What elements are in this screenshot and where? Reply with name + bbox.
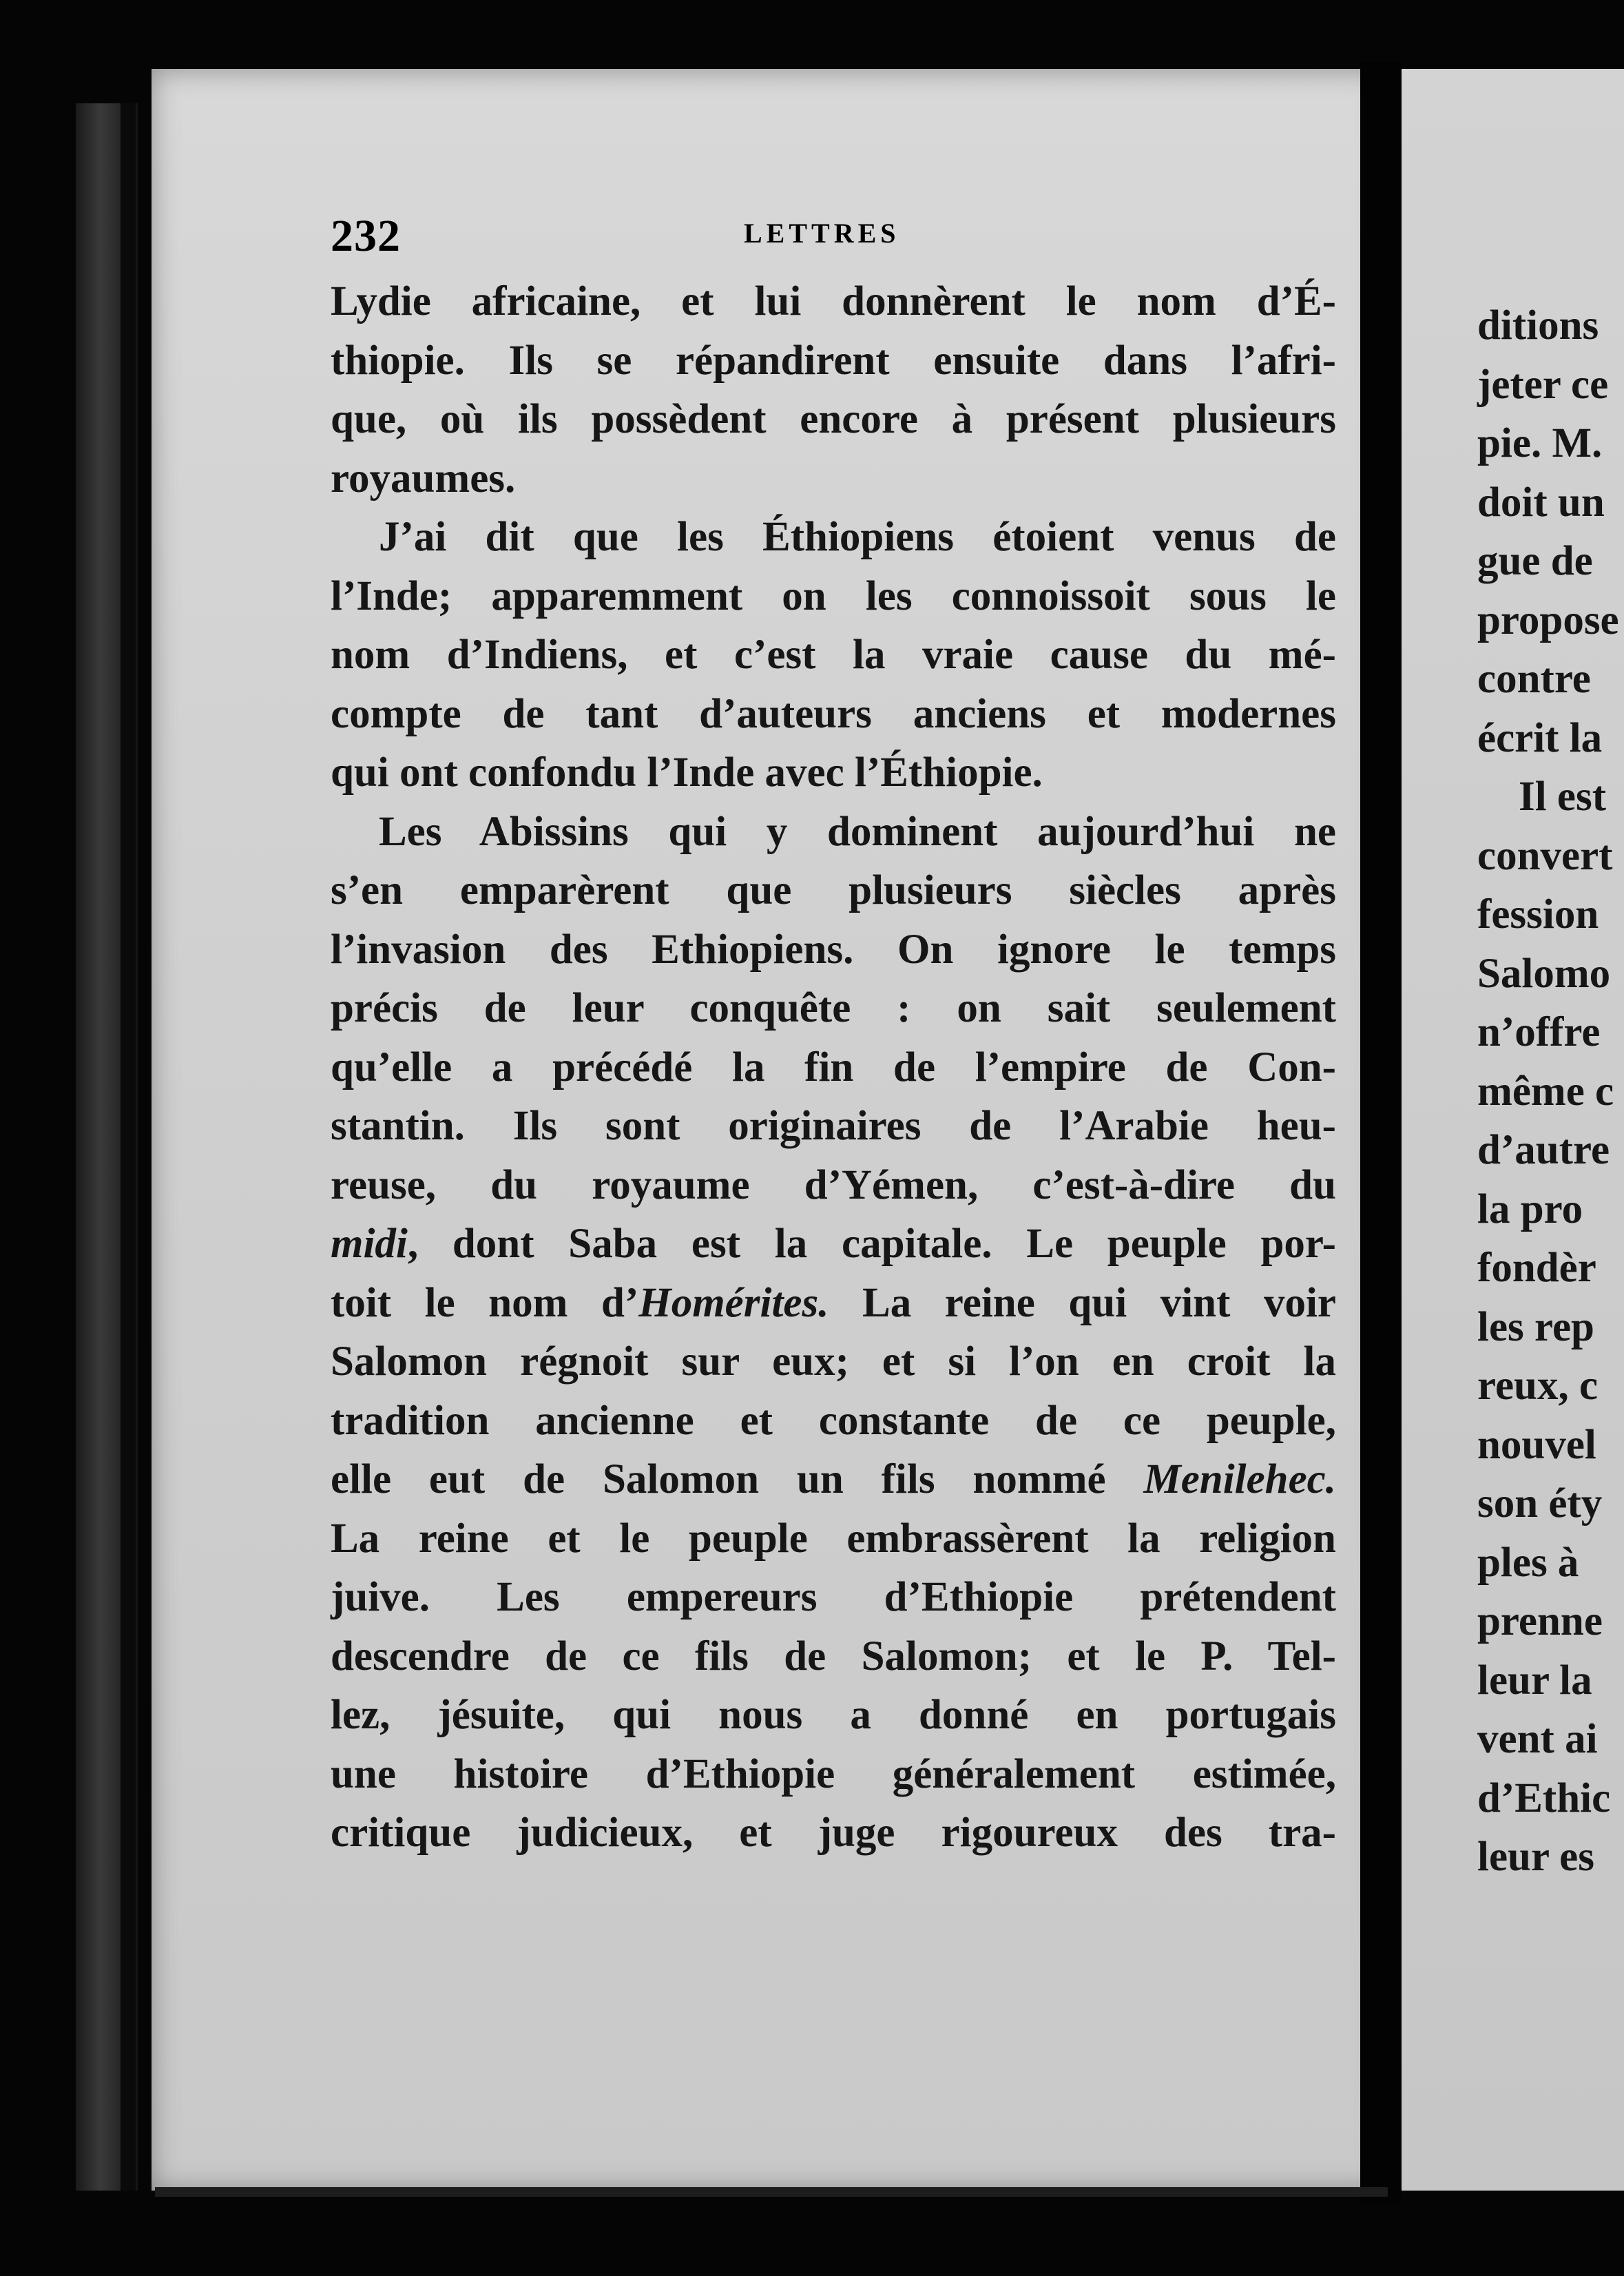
right-text-line: gue de [1477,538,1593,584]
right-text-line: d’Ethic [1477,1775,1611,1821]
text-line: qui ont confondu l’Inde avec l’Éthiopie. [331,749,1043,796]
text-line: stantin. Ils sont originaires de l’Arabie heu- [331,1103,1336,1149]
text-line: critique judicieux, et juge rigoureux des tra- [331,1810,1336,1856]
text-line: qu’elle a précédé la fin de l’empire de Con- [331,1044,1336,1090]
running-head-title: LETTRES [744,218,900,249]
right-text-line: vent ai [1477,1716,1598,1762]
text-line: compte de tant d’auteurs anciens et modernes [331,690,1336,737]
text-line: l’invasion des Ethiopiens. On ignore le temps [331,926,1336,973]
right-text-line: doit un [1477,479,1605,526]
right-text-line: contre [1477,656,1591,702]
right-text-line: écrit la [1477,714,1603,761]
bottom-edge [155,2187,1388,2197]
text-line [331,1274,1336,1333]
text-line: thiopie. Ils se répandirent ensuite dans l’afri- [331,337,1336,384]
right-text-line: leur es [1477,1834,1594,1880]
right-text-line: reux, c [1477,1363,1599,1409]
text-line: reuse, du royaume d’Yémen, c’est-à-dire du [331,1161,1336,1208]
italic-text-segment: midi [331,1221,408,1267]
text-segment: toit le nom d’ [331,1279,639,1326]
right-text-line: prenne [1477,1598,1603,1644]
text-line: descendre de ce fils de Salomon; et le P. Tel- [331,1633,1336,1679]
right-text-line: pie. M. [1477,420,1603,466]
text-line: tradition ancienne et constante de ce peuple, [331,1397,1336,1444]
gutter-edge [121,103,136,2191]
right-text-line: les rep [1477,1303,1594,1350]
right-text-line: ples à [1477,1539,1579,1586]
text-line: que, où ils possèdent encore à présent plusieurs [331,396,1336,442]
right-page [1402,69,1624,2191]
text-line: La reine et le peuple embrassèrent la religion [331,1515,1336,1562]
text-line: s’en emparèrent que plusieurs siècles après [331,867,1336,913]
right-text-line: ditions [1477,302,1599,349]
text-line: lez, jésuite, qui nous a donné en portugais [331,1692,1336,1738]
right-text-line: propose [1477,597,1619,643]
text-line: nom d’Indiens, et c’est la vraie cause du mé- [331,632,1336,678]
page-number: 232 [331,211,401,261]
italic-text-segment: Menilehec. [1143,1456,1336,1502]
right-page-text [1477,296,1619,1887]
text-segment: , dont Saba est la capitale. Le peuple por- [407,1221,1336,1267]
right-text-line: d’autre [1477,1127,1610,1173]
right-text-line: n’offre [1477,1009,1601,1055]
right-text-line: leur la [1477,1657,1592,1704]
right-text-line: nouvel [1477,1421,1596,1468]
text-segment: elle eut de Salomon un fils nommé [331,1456,1144,1502]
right-text-line: Il est [1519,774,1607,820]
text-line: Les Abissins qui y dominent aujourd’hui ne [379,808,1336,855]
text-line [331,1214,1336,1274]
running-head [331,210,1364,265]
text-line: Salomon régnoit sur eux; et si l’on en croit la [331,1338,1336,1385]
text-line [331,1450,1336,1509]
text-line: J’ai dit que les Éthiopiens étoient venus de [379,514,1336,560]
text-line: Lydie africaine, et lui donnèrent le nom d’É- [331,278,1336,324]
book-spine [1360,62,1402,2204]
right-text-line: la pro [1477,1186,1583,1232]
right-text-line: jeter ce [1477,361,1609,408]
right-text-line: fession [1477,891,1599,938]
italic-text-segment: Homérites. [638,1279,829,1326]
right-text-line: même c [1477,1068,1614,1115]
text-line: une histoire d’Ethiopie généralement estimée, [331,1750,1336,1797]
text-segment: La reine qui vint voir [829,1279,1336,1326]
right-text-line: Salomo [1477,950,1611,997]
right-text-line: fondèr [1477,1245,1596,1291]
body-text [331,272,1336,1863]
text-line: royaumes. [331,455,516,501]
text-line: précis de leur conquête : on sait seulement [331,985,1336,1031]
right-text-line: son éty [1477,1480,1603,1527]
text-line: l’Inde; apparemment on les connoissoit sous le [331,572,1336,619]
right-text-line: convert [1477,832,1613,879]
text-line: juive. Les empereurs d’Ethiopie prétendent [331,1574,1336,1620]
